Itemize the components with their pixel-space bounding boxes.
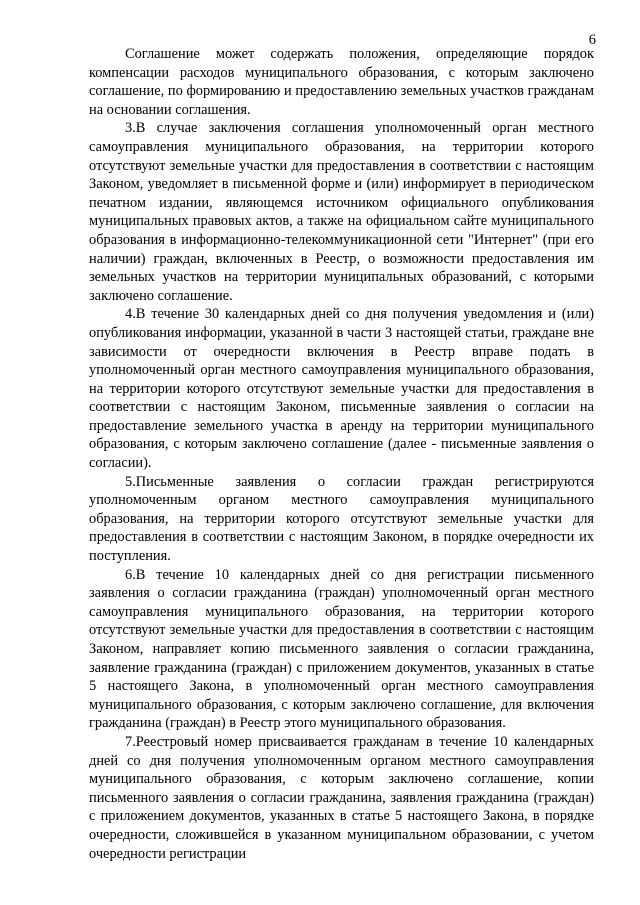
paragraph-agreement-expenses: Соглашение может содержать положения, определяющие порядок компенсации расходов муниципального образования, с которым заключено соглашение, по формированию и предоставлению земельных участков гражданам на основании соглашения.: [89, 46, 594, 118]
paragraph-part-4: 4.В течение 30 календарных дней со дня получения уведомления и (или) опубликования информации, указанной в части 3 настоящей статьи, граждане вне зависимости от очередности включения в Реестр вправе подать в уполномоченный орган местного самоуправления муниципального образования, на территории которого отсутствуют земельные участки для предоставления в соответствии с настоящим Законом, письменные заявления о согласии на предоставление земельного участка в аренду на территории муниципального образования, с которым заключено соглашение (далее - письменные заявления о согласии).: [89, 306, 594, 472]
paragraph-part-3: 3.В случае заключения соглашения уполномоченный орган местного самоуправления муниципального образования, на территории которого отсутствуют земельные участки для предоставления в соответствии с настоящим Законом, уведомляет в письменной форме и (или) информирует в периодическом печатном издании, являющемся источником официального опубликования муниципальных правовых актов, а также на официальном сайте муниципального образования в информационно-телекоммуникационной сети "Интернет" (при его наличии) граждан, включенных в Реестр, о возможности предоставления им земельных участков на территории муниципальных образований, с которыми заключено соглашение.: [89, 120, 594, 304]
paragraph-part-6: 6.В течение 10 календарных дней со дня регистрации письменного заявления о согласии гражданина (граждан) уполномоченный орган местного самоуправления муниципального образования, на территории которого отсутствуют земельные участки для предоставления в соответствии с настоящим Законом, направляет копию письменного заявления о согласии гражданина, заявление гражданина (граждан) с приложением документов, указанных в статье 5 настоящего Закона, в уполномоченный орган местного самоуправления муниципального образования, с которым заключено соглашение, для включения гражданина (граждан) в Реестр этого муниципального образования.: [89, 566, 594, 732]
paragraph-part-5: 5.Письменные заявления о согласии граждан регистрируются уполномоченным органом местного самоуправления муниципального образования, на территории которого отсутствуют земельные участки для предоставления в соответствии с настоящим Законом, в порядке очередности их поступления.: [89, 473, 594, 565]
page-number: 6: [588, 32, 596, 48]
document-body: [89, 45, 594, 863]
paragraph-part-7: 7.Реестровый номер присваивается гражданам в течение 10 календарных дней со дня получения уполномоченным органом местного самоуправления муниципального образования, с которым заключено соглашение, копии письменного заявления о согласии гражданина, заявления гражданина (граждан) с приложением документов, указанных в статье 5 настоящего Закона, в порядке очередности, сложившейся в указанном муниципальном образовании, с учетом очередности регистрации: [89, 733, 594, 862]
